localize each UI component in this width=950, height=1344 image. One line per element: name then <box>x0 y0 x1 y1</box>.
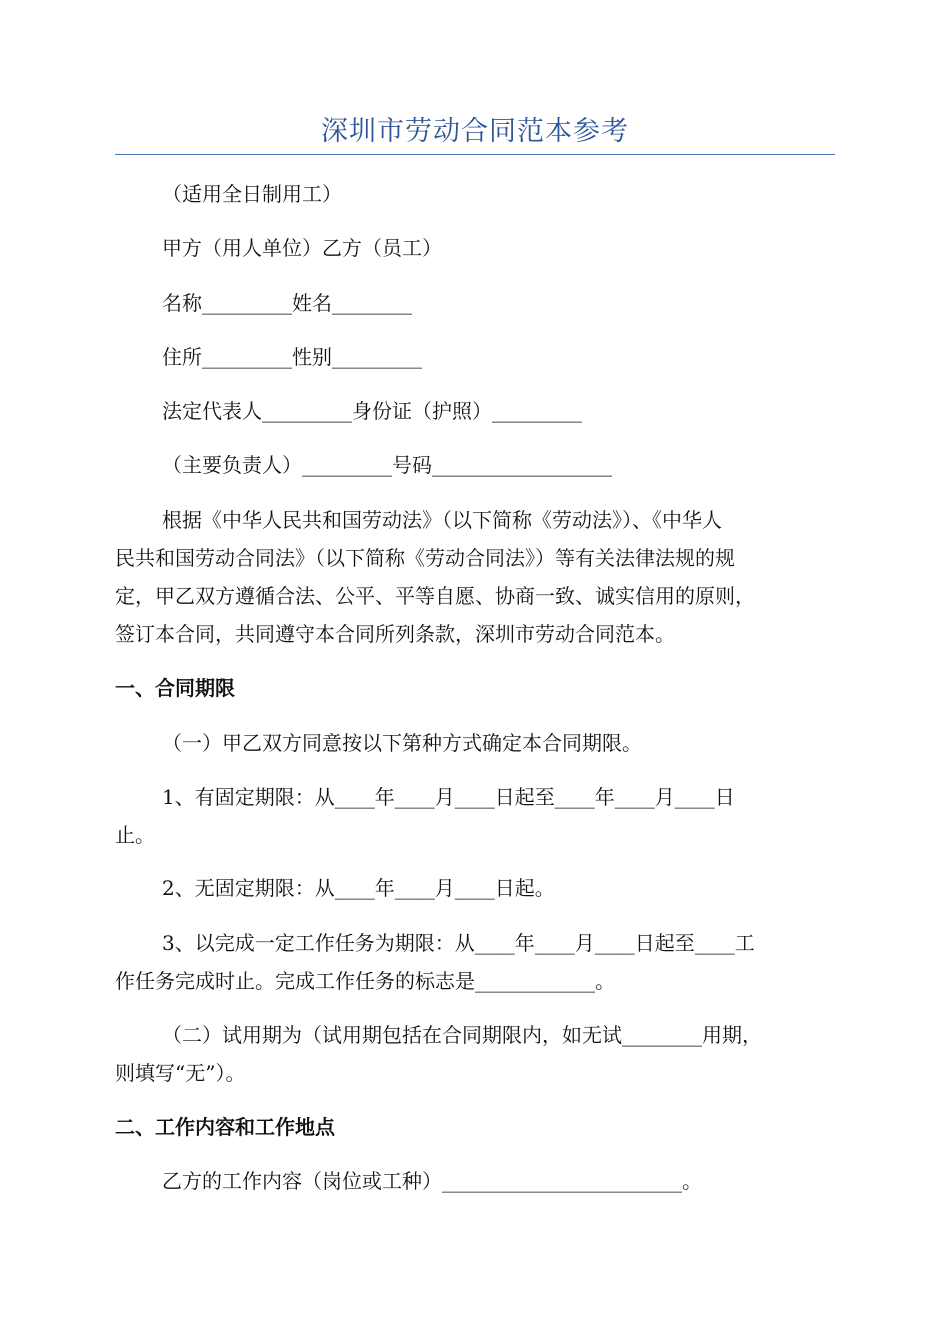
task-term-line-1: 3、以完成一定工作任务为期限：从____年____月____日起至____工 <box>162 931 755 955</box>
preamble-line-1: 根据《中华人民共和国劳动法》（以下简称《劳动法》）、《中华人 <box>162 508 722 532</box>
representative-id-fields: 法定代表人_________身份证（护照）_________ <box>162 399 582 423</box>
section-2-heading: 二、工作内容和工作地点 <box>115 1115 335 1139</box>
parties-heading: 甲方（用人单位）乙方（员工） <box>162 236 442 260</box>
term-method-clause: （一）甲乙双方同意按以下第种方式确定本合同期限。 <box>162 731 642 755</box>
task-term-line-2: 作任务完成时止。完成工作任务的标志是____________。 <box>115 969 615 993</box>
name-fields: 名称_________姓名________ <box>162 291 412 315</box>
open-term-clause: 2、无固定期限：从____年____月____日起。 <box>162 876 555 900</box>
document-title: 深圳市劳动合同范本参考 <box>321 116 629 147</box>
employment-type-note: （适用全日制用工） <box>162 182 342 206</box>
fixed-term-line-1: 1、有固定期限：从____年____月____日起至____年____月____日 <box>162 785 735 809</box>
section-1-heading: 一、合同期限 <box>115 676 235 700</box>
preamble-line-3: 定，甲乙双方遵循合法、公平、平等自愿、协商一致、诚实信用的原则， <box>115 584 755 608</box>
title-underline <box>115 154 835 155</box>
probation-line-1: （二）试用期为（试用期包括在合同期限内，如无试________用期， <box>162 1023 762 1047</box>
probation-line-2: 则填写“无”）。 <box>115 1061 246 1085</box>
responsible-number-fields: （主要负责人）_________号码__________________ <box>162 453 612 477</box>
preamble-line-2: 民共和国劳动合同法》（以下简称《劳动合同法》）等有关法律法规的规 <box>115 546 735 570</box>
job-content-clause: 乙方的工作内容（岗位或工种）________________________。 <box>162 1169 702 1193</box>
fixed-term-line-2: 止。 <box>115 823 155 847</box>
preamble-line-4: 签订本合同，共同遵守本合同所列条款，深圳市劳动合同范本。 <box>115 622 675 646</box>
address-gender-fields: 住所_________性别_________ <box>162 345 422 369</box>
